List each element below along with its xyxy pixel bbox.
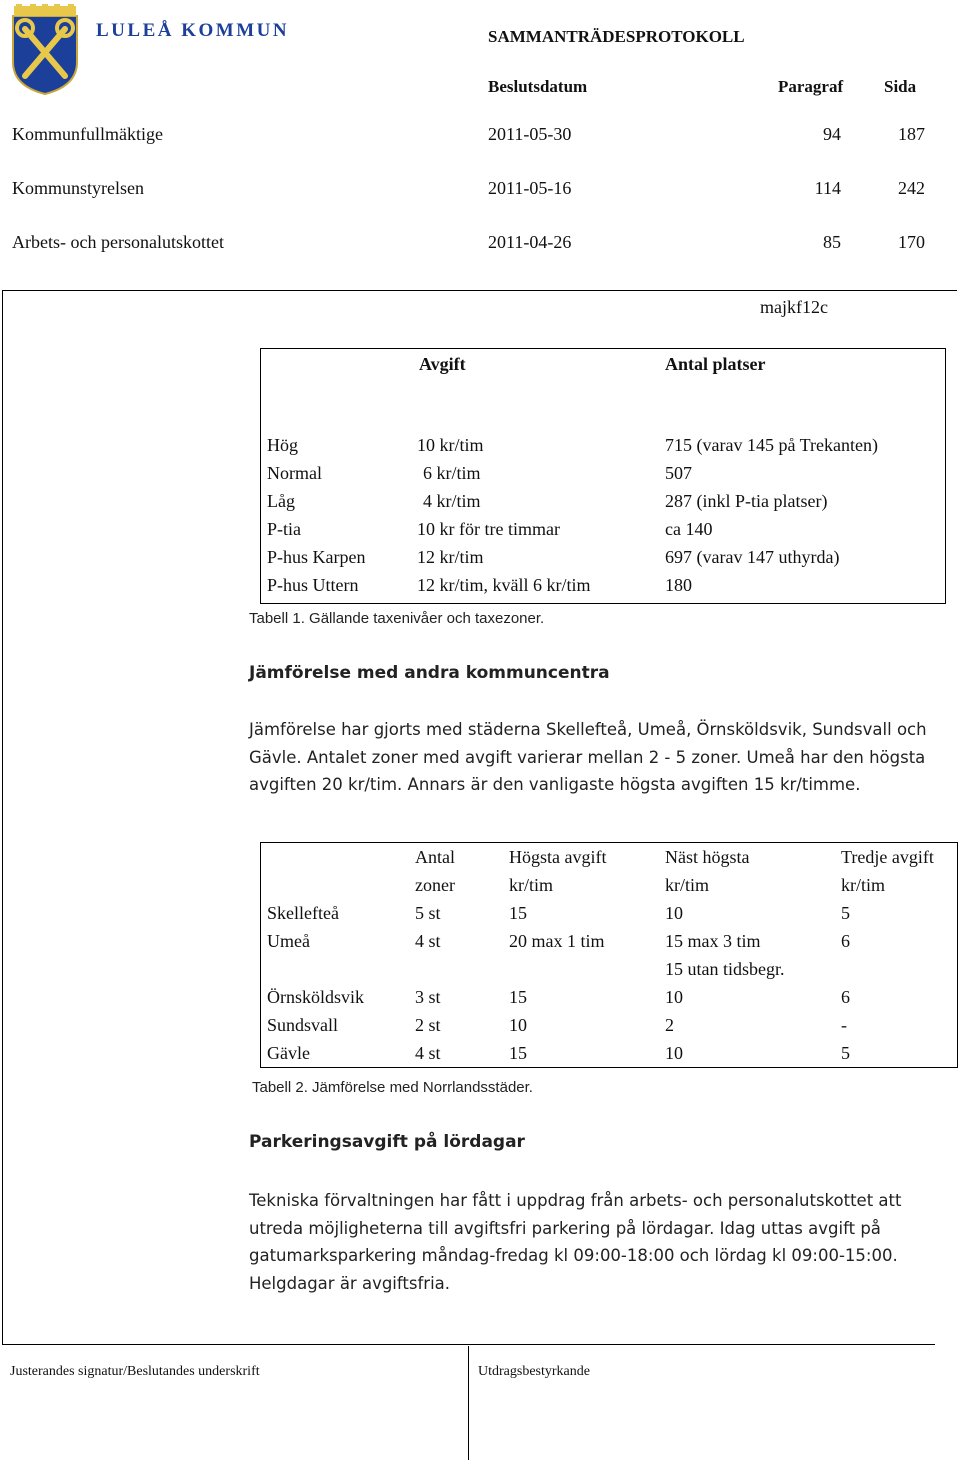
zone-cell: Normal <box>267 463 322 483</box>
meeting-page: 242 <box>898 178 925 198</box>
places-cell: 715 (varav 145 på Trekanten) <box>665 435 878 455</box>
fee-column-header: Avgift <box>419 354 466 374</box>
column-header-date: Beslutsdatum <box>488 77 588 96</box>
meeting-row <box>12 124 927 150</box>
table-row <box>261 435 945 463</box>
zones-cell: 4 st <box>415 931 441 951</box>
fee-cell: 4 kr/tim <box>423 491 481 511</box>
fee-cell: 12 kr/tim <box>417 547 484 567</box>
zones-cell: 4 st <box>415 1043 441 1063</box>
table-caption: Tabell 1. Gällande taxenivåer och taxezoner. <box>249 610 545 627</box>
city-cell: Umeå <box>267 931 310 951</box>
second-cell: 10 <box>665 987 683 1007</box>
fee-cell: 6 kr/tim <box>423 463 481 483</box>
meeting-paragraph: 85 <box>823 232 841 252</box>
highest-cell: 20 max 1 tim <box>509 931 605 951</box>
section-heading: Parkeringsavgift på lördagar <box>249 1132 525 1152</box>
highest-cell: 15 <box>509 903 527 923</box>
header-line: kr/tim <box>841 874 885 895</box>
second-line: 15 max 3 tim <box>665 931 761 951</box>
section-heading: Jämförelse med andra kommuncentra <box>249 663 610 683</box>
fee-cell: 10 kr/tim <box>417 435 484 455</box>
header-line: kr/tim <box>665 874 709 895</box>
section-paragraph: Tekniska förvaltningen har fått i uppdrag från arbets- och personalutskottet att utreda möjligheterna till avgiftsfri parkering på lördagar. Idag uttas avgift på gatumarksparkering måndag-fredag kl 09:00-18:00 och lördag kl 09:00-15:00. Helgdagar är avgiftsfria. <box>249 1191 902 1293</box>
table-row <box>261 491 945 519</box>
column-header-page: Sida <box>884 77 917 96</box>
city-cell: Skellefteå <box>267 903 339 923</box>
meeting-row <box>12 232 927 258</box>
third-cell: 6 <box>841 931 850 951</box>
fee-cell: 10 kr för tre timmar <box>417 519 560 539</box>
third-cell: 5 <box>841 1043 850 1063</box>
meeting-name: Kommunfullmäktige <box>12 124 163 144</box>
reference-code: majkf12c <box>760 297 828 317</box>
second-cell: 10 <box>665 1043 683 1063</box>
city-cell: Sundsvall <box>267 1015 339 1035</box>
zones-cell: 3 st <box>415 987 441 1007</box>
header-line: zoner <box>415 874 455 895</box>
fee-cell: 12 kr/tim, kväll 6 kr/tim <box>417 575 591 595</box>
table-row <box>261 463 945 491</box>
meeting-page: 170 <box>898 232 925 252</box>
zone-cell: P-hus Karpen <box>267 547 366 567</box>
footer-divider <box>468 1346 469 1460</box>
frame-bottom-border <box>2 1344 935 1345</box>
organization-name: LULEÅ KOMMUN <box>96 20 290 41</box>
second-cell: 2 <box>665 1015 674 1035</box>
places-cell: 697 (varav 147 uthyrda) <box>665 547 840 567</box>
highest-cell: 10 <box>509 1015 527 1035</box>
header-line: kr/tim <box>509 874 553 895</box>
table-row <box>261 519 945 547</box>
zones-cell: 2 st <box>415 1015 441 1035</box>
second-cell <box>665 928 785 983</box>
document-title: SAMMANTRÄDESPROTOKOLL <box>488 27 745 46</box>
city-cell: Örnsköldsvik <box>267 987 365 1007</box>
fee-table <box>260 348 946 604</box>
header-line: Antal <box>415 847 455 867</box>
zone-cell: P-hus Uttern <box>267 575 359 595</box>
table-row <box>261 575 945 603</box>
header-line: Högsta avgift <box>509 847 607 867</box>
frame-left-border <box>2 290 3 1344</box>
lulea-coat-of-arms-logo <box>10 4 80 96</box>
certification-label: Utdragsbestyrkande <box>478 1364 590 1379</box>
header-line: Tredje avgift <box>841 847 934 867</box>
places-column-header: Antal platser <box>665 354 766 374</box>
highest-fee-column-header <box>509 844 606 899</box>
meeting-row <box>12 178 927 204</box>
second-extra-line: 15 utan tidsbegr. <box>665 958 785 979</box>
third-cell: 5 <box>841 903 850 923</box>
meeting-date: 2011-04-26 <box>488 232 572 252</box>
table-row <box>261 547 945 575</box>
third-cell: 6 <box>841 987 850 1007</box>
meeting-name: Kommunstyrelsen <box>12 178 144 198</box>
places-cell: 180 <box>665 575 692 595</box>
third-cell: - <box>841 1015 847 1035</box>
zone-cell: Hög <box>267 435 298 455</box>
meeting-name: Arbets- och personalutskottet <box>12 232 224 252</box>
meeting-page: 187 <box>898 124 925 144</box>
meeting-paragraph: 114 <box>814 178 841 198</box>
zone-cell: Låg <box>267 491 295 511</box>
places-cell: 507 <box>665 463 692 483</box>
highest-cell: 15 <box>509 1043 527 1063</box>
third-fee-column-header <box>841 844 934 899</box>
frame-top-border <box>2 290 957 291</box>
meeting-date: 2011-05-16 <box>488 178 572 198</box>
comparison-table <box>260 842 958 1068</box>
meeting-date: 2011-05-30 <box>488 124 572 144</box>
signature-label: Justerandes signatur/Beslutandes underskrift <box>10 1364 260 1379</box>
highest-cell: 15 <box>509 987 527 1007</box>
table-caption: Tabell 2. Jämförelse med Norrlandsstäder. <box>252 1079 533 1096</box>
header-line: Näst högsta <box>665 847 750 867</box>
second-cell: 10 <box>665 903 683 923</box>
zones-column-header <box>415 844 455 899</box>
meeting-paragraph: 94 <box>823 124 841 144</box>
places-cell: ca 140 <box>665 519 713 539</box>
city-cell: Gävle <box>267 1043 310 1063</box>
section-paragraph: Jämförelse har gjorts med städerna Skellefteå, Umeå, Örnsköldsvik, Sundsvall och Gävle. Antalet zoner med avgift varierar mellan 2 - 5 zoner. Umeå har den högsta avgiften 20 kr/tim. Annars är den vanligaste högsta avgiften 15 kr/timme. <box>249 720 927 794</box>
second-fee-column-header <box>665 844 750 899</box>
places-cell: 287 (inkl P-tia platser) <box>665 491 828 511</box>
zones-cell: 5 st <box>415 903 441 923</box>
column-header-paragraph: Paragraf <box>778 77 844 96</box>
zone-cell: P-tia <box>267 519 301 539</box>
